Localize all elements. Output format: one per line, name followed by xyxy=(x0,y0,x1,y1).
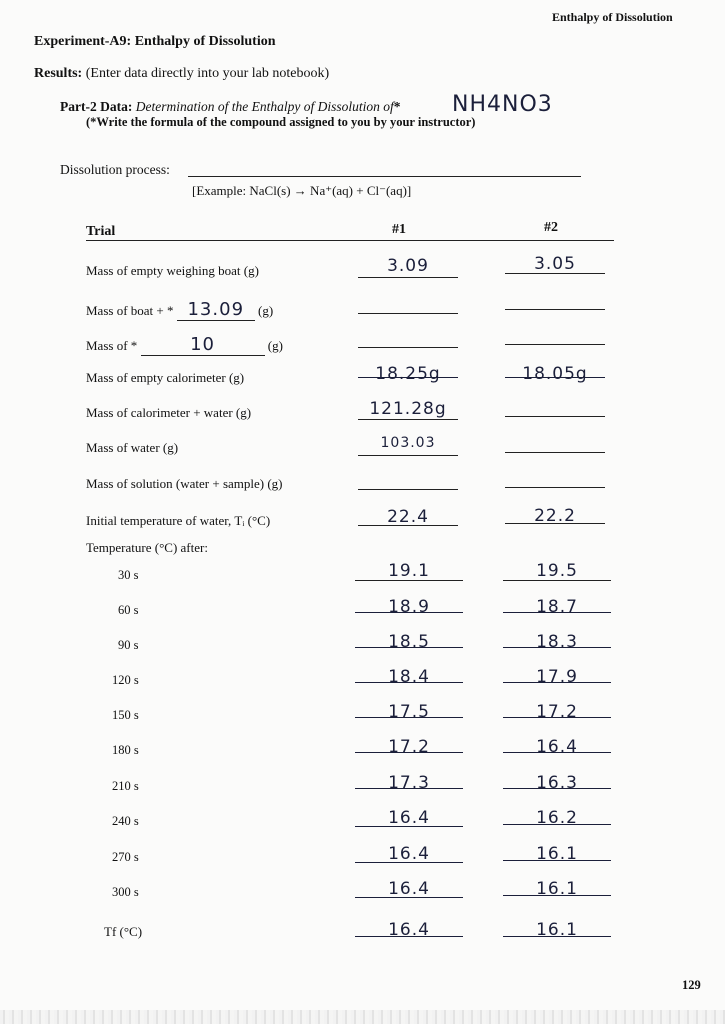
cell-rule xyxy=(355,580,463,581)
trial2-cell: 18.3 xyxy=(536,632,578,652)
trial1-final-cell: 16.4 xyxy=(388,920,430,940)
strike-line xyxy=(503,612,611,613)
strike-line xyxy=(505,377,605,378)
time-label: 120 s xyxy=(112,673,139,687)
compound-mass-handwritten: 13.09 xyxy=(177,299,255,321)
part2-note: (*Write the formula of the compound assigned to you by your instructor) xyxy=(86,115,476,129)
temperature-after-label: Temperature (°C) after: xyxy=(86,540,208,555)
trial2-cell: 17.9 xyxy=(536,667,578,687)
trial1-cell: 22.4 xyxy=(387,507,429,527)
strike-line xyxy=(358,377,458,378)
compound-mass-handwritten: 10 xyxy=(141,334,265,356)
trial1-cell: 3.09 xyxy=(387,256,429,276)
trial2-cell: 16.2 xyxy=(536,808,578,828)
trial2-cell: 18.7 xyxy=(536,597,578,617)
cell-rule xyxy=(358,419,458,420)
row-label: Mass of water (g) xyxy=(86,440,179,455)
row-label: Mass of empty calorimeter (g) xyxy=(86,370,245,385)
strike-line xyxy=(355,862,463,863)
strike-line xyxy=(503,647,611,648)
trial1-cell: 16.4 xyxy=(388,844,430,864)
trial2-cell: 16.1 xyxy=(536,879,578,899)
part2-asterisk: * xyxy=(393,99,401,114)
time-label: 240 s xyxy=(112,814,139,828)
cell-rule xyxy=(505,523,605,524)
dissolution-example: [Example: NaCl(s) → Na⁺(aq) + Cl⁻(aq)] xyxy=(192,183,412,198)
cell-rule xyxy=(358,313,458,314)
trial-header: Trial xyxy=(86,224,116,239)
strike-line xyxy=(503,824,611,825)
scan-edge-noise xyxy=(0,1010,725,1024)
time-label: 210 s xyxy=(112,779,139,793)
trial1-cell: 17.3 xyxy=(388,773,430,793)
trial2-cell: 3.05 xyxy=(534,254,576,274)
trial1-cell: 16.4 xyxy=(388,808,430,828)
time-label: 60 s xyxy=(118,603,139,617)
time-label: 90 s xyxy=(118,638,139,652)
strike-line xyxy=(355,682,463,683)
row-label-pre: Mass of * xyxy=(86,338,138,353)
part2-label: Part-2 Data: xyxy=(60,99,133,114)
strike-line xyxy=(355,647,463,648)
header-rule xyxy=(86,240,614,241)
trial1-cell: 16.4 xyxy=(388,879,430,899)
page-number: 129 xyxy=(682,978,701,992)
cell-rule xyxy=(358,525,458,526)
trial2-cell: 16.1 xyxy=(536,844,578,864)
strike-line xyxy=(355,936,463,937)
trial2-cell: 16.3 xyxy=(536,773,578,793)
row-label: Mass of empty weighing boat (g) xyxy=(86,263,259,278)
time-label: 150 s xyxy=(112,708,139,722)
results-line xyxy=(34,66,329,82)
row-label-post: (g) xyxy=(267,338,283,353)
trial2-cell: 18.05g xyxy=(522,364,588,384)
trial1-cell: 17.2 xyxy=(388,737,430,757)
trial-1-header: #1 xyxy=(392,222,406,237)
strike-line xyxy=(355,788,463,789)
cell-rule xyxy=(358,347,458,348)
row-label xyxy=(86,334,283,356)
results-label: Results: xyxy=(34,66,83,81)
dissolution-label: Dissolution process: xyxy=(60,162,170,177)
trial1-cell: 18.5 xyxy=(388,632,430,652)
trial2-cell: 22.2 xyxy=(534,506,576,526)
cell-rule xyxy=(358,455,458,456)
experiment-title xyxy=(34,34,276,50)
strike-line xyxy=(355,612,463,613)
trial2-cell: 16.4 xyxy=(536,737,578,757)
experiment-name: Enthalpy of Dissolution xyxy=(134,34,276,49)
trial2-cell: 19.5 xyxy=(536,561,578,581)
row-label-pre: Mass of boat + * xyxy=(86,303,174,318)
row-label: Initial temperature of water, Tᵢ (°C) xyxy=(86,513,271,528)
trial2-final-cell: 16.1 xyxy=(536,920,578,940)
cell-rule xyxy=(505,452,605,453)
trial2-cell: 17.2 xyxy=(536,702,578,722)
strike-line xyxy=(503,788,611,789)
time-label: 180 s xyxy=(112,743,139,757)
time-label: 300 s xyxy=(112,885,139,899)
compound-formula-handwritten: NH4NO3 xyxy=(452,92,553,117)
cell-rule xyxy=(505,344,605,345)
part2-description: Determination of the Enthalpy of Dissolution of xyxy=(135,99,394,114)
strike-line xyxy=(503,936,611,937)
experiment-prefix: Experiment-A9: xyxy=(34,34,132,49)
strike-line xyxy=(355,897,463,898)
trial1-cell: 18.25g xyxy=(375,364,441,384)
part2-heading xyxy=(60,99,400,115)
row-label: Mass of calorimeter + water (g) xyxy=(86,405,252,420)
trial1-cell: 17.5 xyxy=(388,702,430,722)
time-label: 30 s xyxy=(118,568,139,582)
running-title: Enthalpy of Dissolution xyxy=(552,10,673,24)
strike-line xyxy=(503,752,611,753)
final-temperature-label: Tf (°C) xyxy=(104,924,143,939)
strike-line xyxy=(503,682,611,683)
time-label: 270 s xyxy=(112,850,139,864)
row-label xyxy=(86,299,273,321)
row-label: Mass of solution (water + sample) (g) xyxy=(86,476,283,491)
cell-rule xyxy=(503,580,611,581)
trial-2-header: #2 xyxy=(544,220,558,235)
cell-rule xyxy=(358,277,458,278)
strike-line xyxy=(355,752,463,753)
strike-line xyxy=(503,860,611,861)
cell-rule xyxy=(505,416,605,417)
row-label-post: (g) xyxy=(258,303,274,318)
strike-line xyxy=(503,895,611,896)
cell-rule xyxy=(358,489,458,490)
trial1-cell: 19.1 xyxy=(388,561,430,581)
cell-rule xyxy=(505,487,605,488)
strike-line xyxy=(355,826,463,827)
trial1-cell: 103.03 xyxy=(380,435,436,451)
trial1-cell: 121.28g xyxy=(369,399,447,419)
cell-rule xyxy=(505,309,605,310)
trial1-cell: 18.4 xyxy=(388,667,430,687)
dissolution-blank-line xyxy=(188,176,581,177)
cell-rule xyxy=(505,273,605,274)
strike-line xyxy=(355,717,463,718)
results-instruction: (Enter data directly into your lab notebook) xyxy=(85,66,330,81)
strike-line xyxy=(503,717,611,718)
trial1-cell: 18.9 xyxy=(388,597,430,617)
